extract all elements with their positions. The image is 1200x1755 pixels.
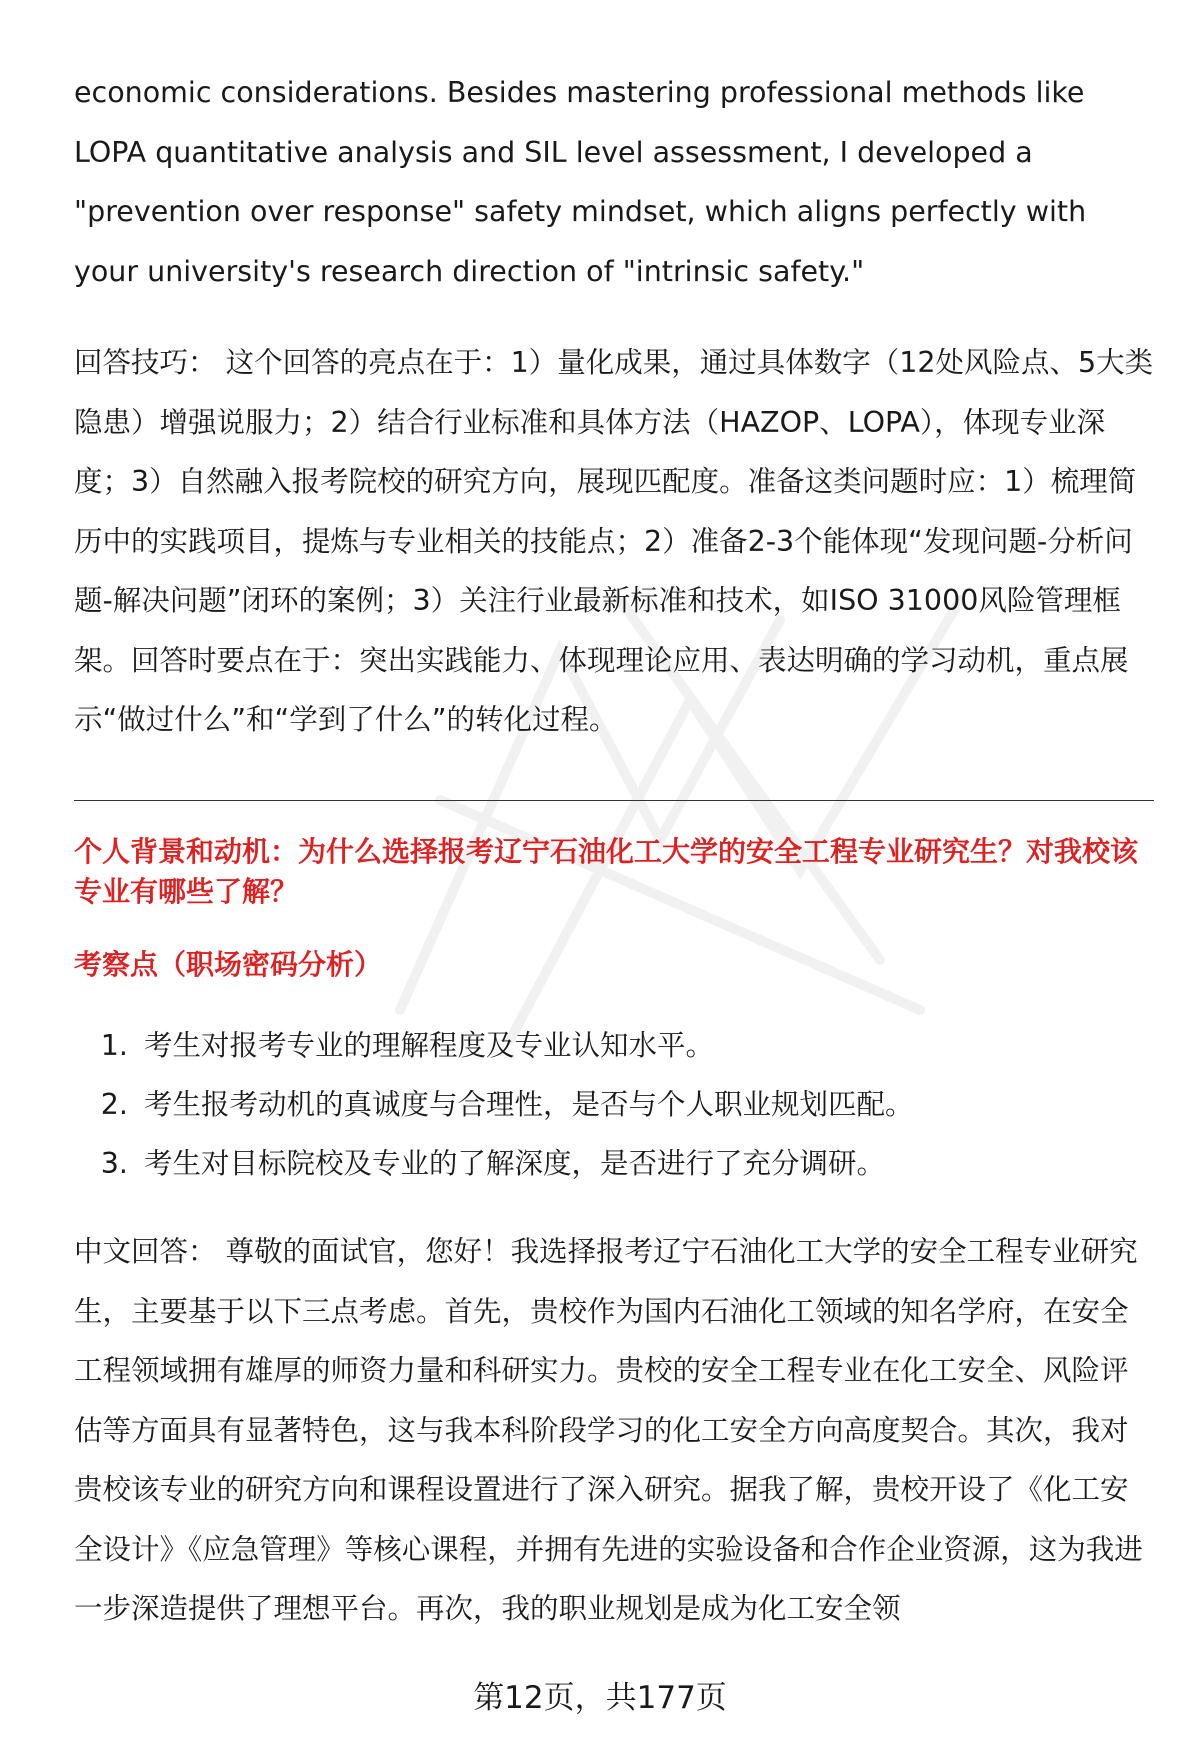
assessment-points-list bbox=[74, 1016, 1154, 1193]
answer-label: 中文回答： bbox=[74, 1235, 217, 1268]
tip-text: 这个回答的亮点在于：1）量化成果，通过具体数字（12处风险点、5大类隐患）增强说服力；2）结合行业标准和具体方法（HAZOP、LOPA），体现专业深度；3）自然融入报考院校的研究方向，展现匹配度。准备这类问题时应：1）梳理简历中的实践项目，提炼与专业相关的技能点；2）准备2-3个能体现“发现问题-分析问题-解决问题”闭环的案例；3）关注行业最新标准和技术，如ISO 31000风险管理框架。回答时要点在于：突出实践能力、体现理论应用、表达明确的学习动机，重点展示“做过什么”和“学到了什么”的转化过程。 bbox=[74, 346, 1154, 736]
section-divider bbox=[74, 800, 1154, 801]
chinese-answer-paragraph bbox=[74, 1222, 1154, 1639]
list-item bbox=[74, 1016, 1154, 1075]
answer-text: 尊敬的面试官，您好！我选择报考辽宁石油化工大学的安全工程专业研究生，主要基于以下三点考虑。首先，贵校作为国内石油化工领域的知名学府，在安全工程领域拥有雄厚的师资力量和科研实力。贵校的安全工程专业在化工安全、风险评估等方面具有显著特色，这与我本科阶段学习的化工安全方向高度契合。其次，我对贵校该专业的研究方向和课程设置进行了深入研究。据我了解，贵校开设了《化工安全设计》《应急管理》等核心课程，并拥有先进的实验设备和合作企业资源，这为我进一步深造提供了理想平台。再次，我的职业规划是成为化工安全领 bbox=[74, 1235, 1143, 1625]
list-number: 1. bbox=[100, 1029, 128, 1062]
tip-label: 回答技巧： bbox=[74, 346, 217, 379]
english-paragraph: economic considerations. Besides mastering professional methods like LOPA quantitative analysis and SIL level assessment, I developed a "prevention over response" safety mindset, which aligns perfectly with your university's research direction of "intrinsic safety." bbox=[74, 76, 1087, 288]
list-text: 考生对目标院校及专业的了解深度，是否进行了充分调研。 bbox=[144, 1147, 886, 1180]
points-heading: 考察点（职场密码分析） bbox=[74, 948, 383, 981]
list-item bbox=[74, 1134, 1154, 1193]
question-heading: 个人背景和动机：为什么选择报考辽宁石油化工大学的安全工程专业研究生？对我校该专业有哪些了解？ bbox=[74, 835, 1139, 908]
list-text: 考生报考动机的真诚度与合理性，是否与个人职业规划匹配。 bbox=[144, 1088, 914, 1121]
list-number: 2. bbox=[100, 1088, 128, 1121]
list-text: 考生对报考专业的理解程度及专业认知水平。 bbox=[144, 1029, 715, 1062]
list-number: 3. bbox=[100, 1147, 128, 1180]
list-item bbox=[74, 1075, 1154, 1134]
page-footer: 第12页，共177页 bbox=[473, 1680, 727, 1716]
answer-tip-paragraph bbox=[74, 333, 1154, 750]
